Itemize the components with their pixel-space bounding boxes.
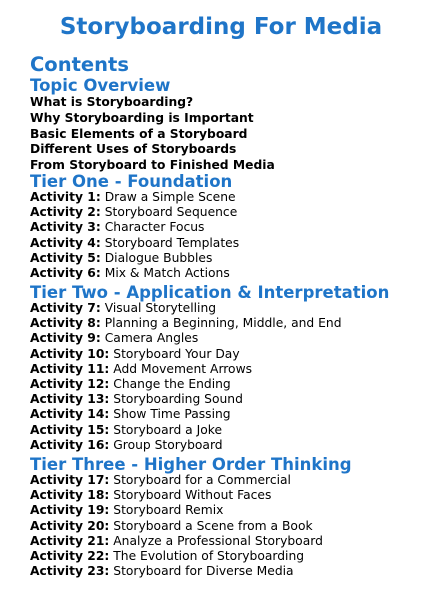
- activity-item: [30, 347, 342, 362]
- activity-item: [30, 392, 342, 407]
- activity-item: [30, 549, 323, 564]
- activity-number-label: Activity 15:: [30, 422, 110, 437]
- activity-number-label: Activity 5:: [30, 250, 101, 265]
- activity-title: Storyboard for a Commercial: [113, 473, 291, 487]
- overview-item: Basic Elements of a Storyboard: [30, 126, 248, 141]
- activity-number-label: Activity 6:: [30, 265, 101, 280]
- activity-title: Change the Ending: [113, 376, 231, 391]
- activity-item: [30, 331, 342, 346]
- activity-item: [30, 220, 239, 235]
- activity-number-label: Activity 17:: [30, 473, 110, 487]
- activity-item: [30, 377, 342, 392]
- activity-title: Analyze a Professional Storyboard: [113, 533, 323, 548]
- activity-item: [30, 488, 323, 503]
- activity-item: [30, 190, 239, 205]
- activity-item: [30, 316, 342, 331]
- activity-title: Storyboard Your Day: [113, 346, 240, 361]
- activity-number-label: Activity 16:: [30, 437, 110, 452]
- activity-item: [30, 519, 323, 534]
- activity-number-label: Activity 22:: [30, 548, 110, 563]
- activity-title: Storyboard a Joke: [113, 422, 223, 437]
- activity-item: [30, 205, 239, 220]
- activity-title: Character Focus: [104, 220, 205, 235]
- activity-item: [30, 534, 323, 549]
- overview-item: What is Storyboarding?: [30, 95, 194, 109]
- overview-item: Different Uses of Storyboards: [30, 142, 237, 157]
- activity-title: Storyboarding Sound: [113, 392, 243, 407]
- activity-item: [30, 362, 342, 377]
- tier-three-activity-list: [30, 473, 323, 579]
- activity-title: Mix & Match Actions: [104, 265, 230, 280]
- activity-title: Storyboard a Scene from a Book: [113, 518, 313, 533]
- activity-item: [30, 423, 342, 438]
- activity-number-label: Activity 10:: [30, 346, 110, 361]
- activity-title: Storyboard for Diverse Media: [113, 564, 294, 579]
- activity-number-label: Activity 7:: [30, 301, 101, 315]
- activity-number-label: Activity 1:: [30, 190, 101, 204]
- document-title: Storyboarding For Media: [59, 14, 383, 40]
- activity-title: Visual Storytelling: [104, 301, 217, 315]
- tier-one-activity-list: [30, 190, 239, 281]
- activity-title: Storyboard Templates: [104, 235, 240, 250]
- activity-number-label: Activity 8:: [30, 316, 101, 331]
- activity-title: Group Storyboard: [113, 437, 223, 452]
- activity-number-label: Activity 9:: [30, 331, 101, 346]
- overview-item: From Storyboard to Finished Media: [30, 158, 275, 173]
- overview-item: Why Storyboarding is Important: [30, 110, 254, 125]
- activity-number-label: Activity 4:: [30, 235, 101, 250]
- activity-number-label: Activity 23:: [30, 564, 110, 579]
- activity-item: [30, 473, 323, 488]
- section-heading-tier-one: Tier One - Foundation: [30, 172, 233, 191]
- activity-number-label: Activity 18:: [30, 488, 110, 503]
- activity-number-label: Activity 14:: [30, 407, 110, 422]
- activity-number-label: Activity 21:: [30, 533, 110, 548]
- section-heading-topic-overview: Topic Overview: [30, 76, 171, 95]
- contents-heading: Contents: [30, 53, 129, 76]
- activity-number-label: Activity 3:: [30, 220, 101, 235]
- activity-title: Storyboard Sequence: [104, 205, 238, 220]
- activity-item: [30, 236, 239, 251]
- activity-title: Storyboard Remix: [113, 503, 224, 518]
- activity-number-label: Activity 11:: [30, 361, 110, 376]
- tier-two-activity-list: [30, 301, 342, 453]
- activity-number-label: Activity 19:: [30, 503, 110, 518]
- activity-item: [30, 503, 323, 518]
- activity-number-label: Activity 12:: [30, 376, 110, 391]
- activity-item: [30, 407, 342, 422]
- section-heading-tier-three: Tier Three - Higher Order Thinking: [30, 455, 352, 474]
- activity-title: Show Time Passing: [113, 407, 231, 422]
- activity-title: Add Movement Arrows: [113, 361, 253, 376]
- activity-item: [30, 301, 342, 316]
- activity-title: Draw a Simple Scene: [104, 190, 236, 204]
- activity-item: [30, 251, 239, 266]
- activity-title: Camera Angles: [104, 331, 199, 346]
- topic-overview-list: [30, 95, 275, 174]
- activity-title: Storyboard Without Faces: [113, 488, 272, 503]
- activity-title: The Evolution of Storyboarding: [113, 548, 305, 563]
- activity-number-label: Activity 13:: [30, 392, 110, 407]
- section-heading-tier-two: Tier Two - Application & Interpretation: [30, 283, 390, 302]
- activity-number-label: Activity 20:: [30, 518, 110, 533]
- activity-title: Dialogue Bubbles: [104, 250, 213, 265]
- activity-item: [30, 438, 342, 453]
- activity-item: [30, 564, 323, 579]
- activity-item: [30, 266, 239, 281]
- activity-title: Planning a Beginning, Middle, and End: [104, 316, 342, 331]
- activity-number-label: Activity 2:: [30, 205, 101, 220]
